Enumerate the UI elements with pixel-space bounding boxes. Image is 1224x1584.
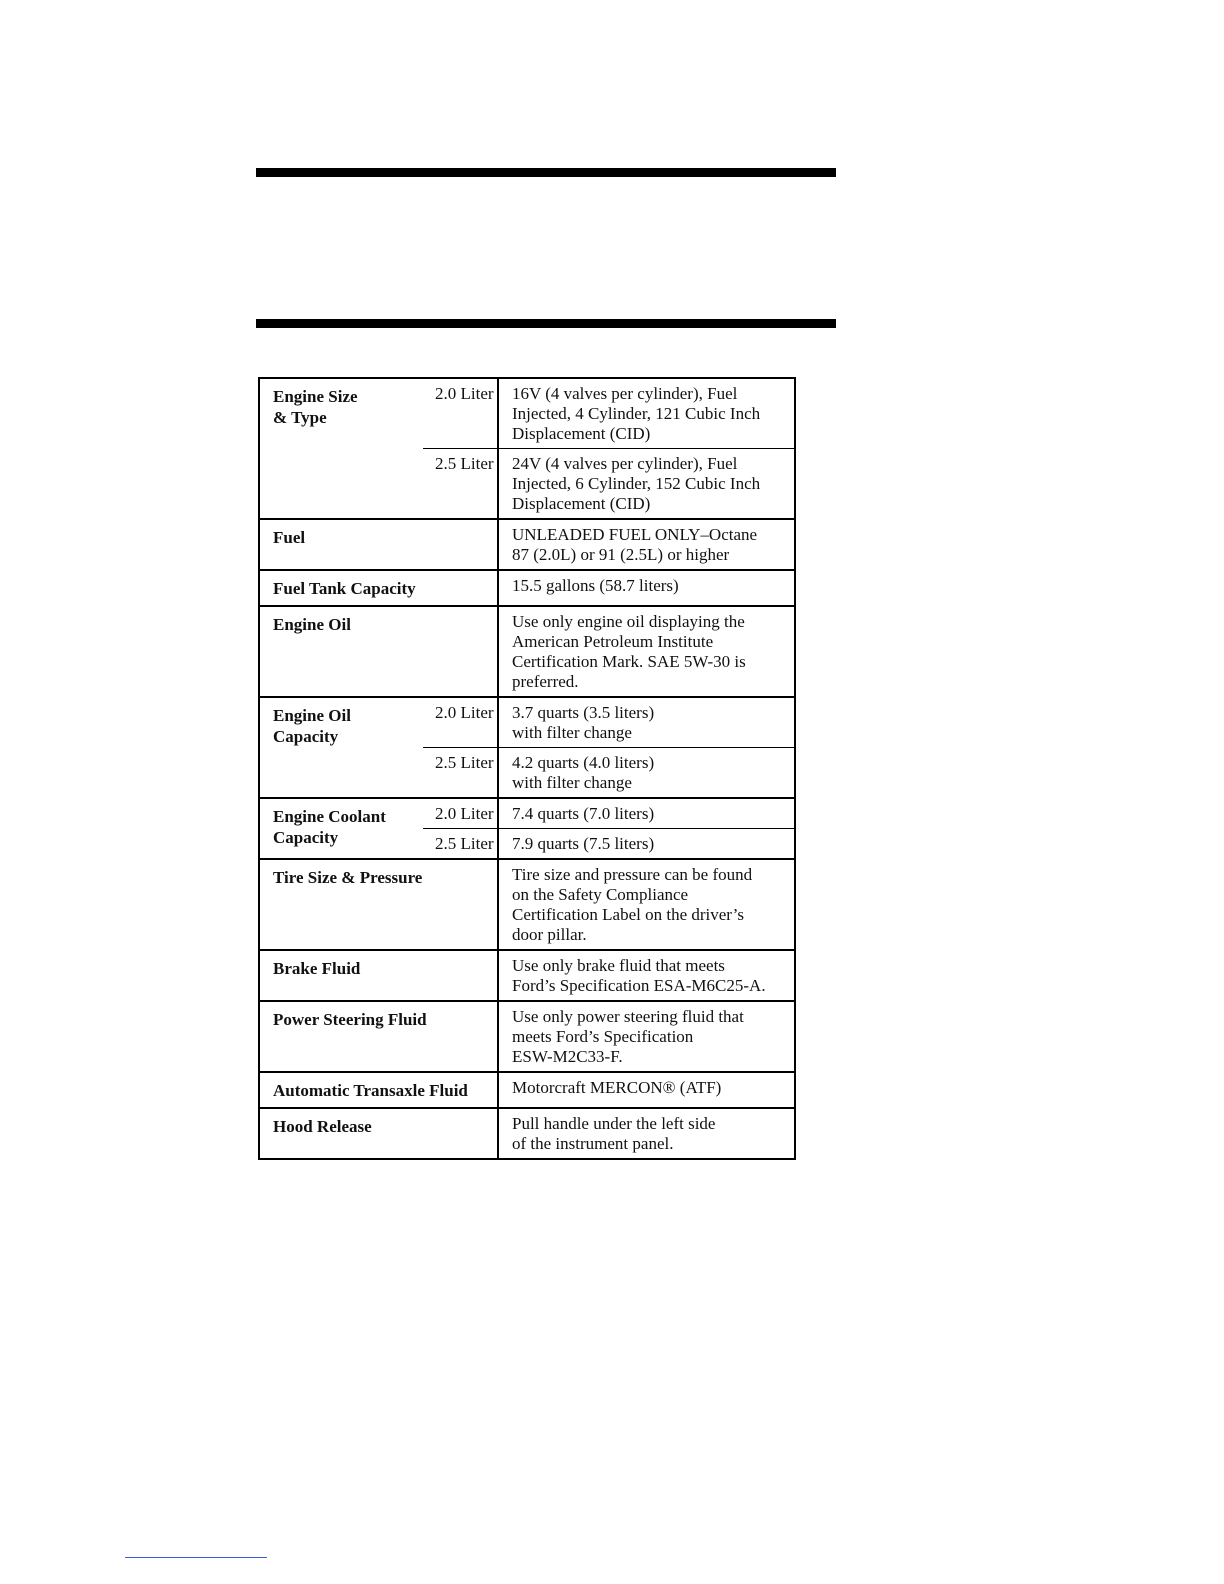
spec-value: UNLEADED FUEL ONLY–Octane 87 (2.0L) or 91 (2.5L) or higher (512, 525, 758, 564)
engine-size-list (423, 379, 497, 518)
spec-value-cell (499, 520, 794, 569)
spec-label: Engine Coolant Capacity (273, 807, 386, 847)
spec-label: Tire Size & Pressure (273, 868, 423, 887)
engine-size-list (423, 799, 497, 858)
spec-label: Power Steering Fluid (273, 1010, 427, 1029)
spec-value: 24V (4 valves per cylinder), Fuel Injected, 6 Cylinder, 152 Cubic Inch Displacement (CID) (499, 448, 794, 518)
spec-row (260, 605, 794, 696)
spec-row (260, 858, 794, 949)
spec-value-cell (499, 698, 794, 797)
spec-row (260, 1000, 794, 1071)
top-heading-rule (256, 168, 836, 177)
spec-value: 15.5 gallons (58.7 liters) (512, 576, 679, 595)
spec-label: Hood Release (273, 1117, 372, 1136)
spec-value: 7.4 quarts (7.0 liters) (512, 804, 655, 823)
spec-row (260, 518, 794, 569)
spec-row (260, 797, 794, 858)
spec-value: 3.7 quarts (3.5 liters) with filter change (512, 703, 655, 742)
spec-label-cell (260, 860, 499, 949)
spec-label-cell (260, 698, 499, 797)
spec-value-cell (499, 1002, 794, 1071)
spec-value: Tire size and pressure can be found on the Safety Compliance Certification Label on the driver’s door pillar. (512, 865, 753, 944)
spec-value-cell (499, 1073, 794, 1107)
spec-row (260, 569, 794, 605)
spec-value-cell (499, 860, 794, 949)
spec-value: 7.9 quarts (7.5 liters) (499, 828, 794, 858)
spec-label-cell (260, 1002, 499, 1071)
spec-label-cell (260, 607, 499, 696)
engine-size-label: 2.0 Liter (435, 384, 494, 403)
spec-label-cell (260, 571, 499, 605)
spec-row (260, 379, 794, 518)
spec-value-cell (499, 379, 794, 518)
engine-size-label: 2.5 Liter (423, 828, 497, 858)
spec-row (260, 696, 794, 797)
spec-value-cell (499, 607, 794, 696)
spec-label: Fuel (273, 528, 306, 547)
spec-label-cell (260, 520, 499, 569)
footer-link-underline (125, 1557, 267, 1558)
spec-value: Use only power steering fluid that meets Ford’s Specification ESW-M2C33-F. (512, 1007, 744, 1066)
engine-size-label: 2.5 Liter (423, 747, 497, 797)
spec-label: Automatic Transaxle Fluid (273, 1081, 468, 1100)
spec-value: 16V (4 valves per cylinder), Fuel Injected, 4 Cylinder, 121 Cubic Inch Displacement (CID) (512, 384, 761, 443)
engine-size-label: 2.0 Liter (435, 703, 494, 722)
spec-label: Engine Oil Capacity (273, 706, 351, 746)
engine-size-label: 2.0 Liter (435, 804, 494, 823)
spec-label: Brake Fluid (273, 959, 361, 978)
spec-label: Engine Size & Type (273, 387, 358, 427)
spec-value-cell (499, 571, 794, 605)
spec-label: Engine Oil (273, 615, 351, 634)
spec-row (260, 1071, 794, 1107)
spec-value: 4.2 quarts (4.0 liters) with filter change (499, 747, 794, 797)
spec-value: Use only brake fluid that meets Ford’s Specification ESA-M6C25-A. (512, 956, 766, 995)
spec-row (260, 949, 794, 1000)
engine-size-label: 2.5 Liter (423, 448, 497, 518)
spec-label-cell (260, 1109, 499, 1158)
spec-label-cell (260, 799, 499, 858)
spec-value-cell (499, 799, 794, 858)
specifications-table (258, 377, 796, 1160)
spec-value: Use only engine oil displaying the American Petroleum Institute Certification Mark. SAE 5W-30 is preferred. (512, 612, 746, 691)
spec-label-cell (260, 1073, 499, 1107)
spec-value: Motorcraft MERCON® (ATF) (512, 1078, 722, 1097)
spec-label-cell (260, 951, 499, 1000)
engine-size-list (423, 698, 497, 797)
spec-label: Fuel Tank Capacity (273, 579, 416, 598)
spec-label-cell (260, 379, 499, 518)
bottom-heading-rule (256, 319, 836, 328)
spec-value-cell (499, 951, 794, 1000)
spec-row (260, 1107, 794, 1158)
spec-value: Pull handle under the left side of the instrument panel. (512, 1114, 716, 1153)
spec-value-cell (499, 1109, 794, 1158)
